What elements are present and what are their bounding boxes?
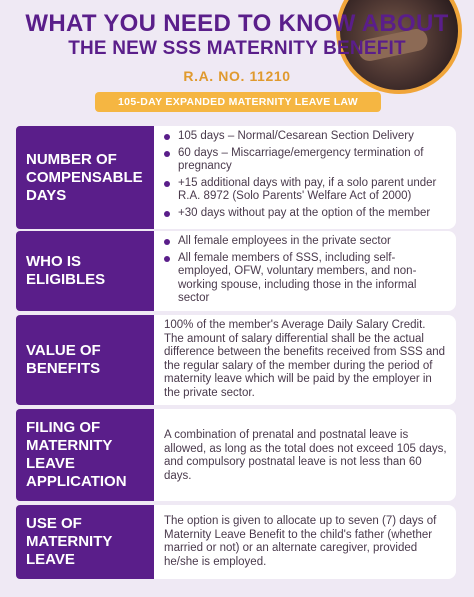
page-title: WHAT YOU NEED TO KNOW ABOUT: [25, 10, 449, 37]
list-item: 105 days – Normal/Cesarean Section Delivery: [162, 130, 448, 144]
row-label: USE OF MATERNITY LEAVE: [16, 505, 154, 579]
row-content: [154, 231, 456, 311]
row-content: [154, 126, 456, 229]
ra-number: R.A. NO. 11210: [183, 68, 291, 84]
row-text: A combination of prenatal and postnatal leave is allowed, as long as the total does not exceed 105 days, and compulsory postnatal leave is not less than 60 days.: [164, 429, 447, 482]
row-value-of-benefits: [16, 315, 456, 405]
row-filing-application: [16, 409, 456, 501]
list-item: 60 days – Miscarriage/emergency termination of pregnancy: [162, 147, 448, 174]
list-item: All female employees in the private sector: [162, 235, 448, 249]
row-content: [154, 315, 456, 405]
law-banner: 105-DAY EXPANDED MATERNITY LEAVE LAW: [95, 92, 381, 112]
row-eligibility: [16, 231, 456, 311]
list-item: +15 additional days with pay, if a solo parent under R.A. 8972 (Solo Parents' Welfare Act of 2000): [162, 177, 448, 204]
page-subtitle: THE NEW SSS MATERNITY BENEFIT: [68, 38, 406, 59]
list-item: All female members of SSS, including self-employed, OFW, voluntary members, and non-working spouse, including those in the informal sector: [162, 252, 448, 306]
row-label: WHO IS ELIGIBLES: [16, 231, 154, 311]
list-item: +30 days without pay at the option of the member: [162, 207, 448, 221]
row-label: VALUE OF BENEFITS: [16, 315, 154, 405]
row-content: [154, 409, 456, 501]
row-compensable-days: [16, 126, 456, 229]
row-label: NUMBER OF COMPENSABLE DAYS: [16, 126, 154, 229]
row-text: 100% of the member's Average Daily Salary Credit. The amount of salary differential shall be the actual difference between the benefits received from SSS and the regular salary of the member during the period of maternity leave which will be paid by the employer in the private sector.: [164, 319, 446, 399]
row-content: [154, 505, 456, 579]
row-text: The option is given to allocate up to seven (7) days of Maternity Leave Benefit to the child's father (whether married or not) or an alternate caregiver, provided he/she is employed.: [164, 515, 437, 568]
row-label: FILING OF MATERNITY LEAVE APPLICATION: [16, 409, 154, 501]
row-use-of-leave: [16, 505, 456, 579]
